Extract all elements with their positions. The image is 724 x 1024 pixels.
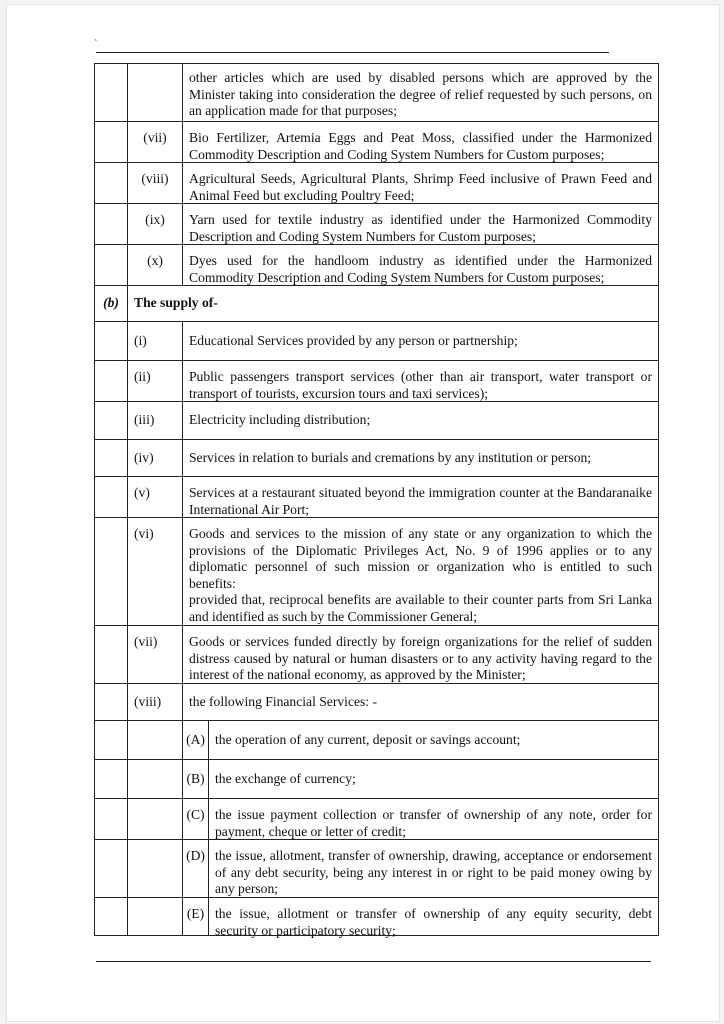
sub-item-letter: (D) [182, 839, 209, 898]
item-proviso: provided that, reciprocal benefits are available to their counter parts from Sri Lanka and identified as such by the Commissioner General; [189, 592, 652, 624]
section-b-heading: The supply of- [127, 285, 659, 322]
item-number: (iv) [127, 439, 183, 477]
item-text: Dyes used for the handloom industry as identified under the Harmonized Commodity Description and Coding System Numbers for Custom purposes; [182, 244, 659, 286]
row-label-cell [94, 476, 128, 518]
sub-item-text: the issue, allotment or transfer of ownership of any equity security, debt security or participatory security; [208, 897, 659, 936]
row-label-cell [94, 63, 128, 122]
header-rule [96, 52, 609, 53]
row-label-cell [94, 517, 128, 626]
item-number: (vi) [127, 517, 183, 626]
item-text: Electricity including distribution; [182, 401, 659, 440]
row-label-cell [94, 162, 128, 204]
row-label-cell [94, 401, 128, 440]
row-label-cell [94, 203, 128, 245]
row-label-cell [94, 897, 128, 936]
item-text: Public passengers transport services (other than air transport, water transport or transport of tourists, excursion tours and taxi services); [182, 360, 659, 402]
row-label-cell [94, 121, 128, 163]
row-number-cell [127, 720, 183, 760]
sub-item-letter: (A) [182, 720, 209, 760]
item-text-paragraph: Goods and services to the mission of any state or any organization to which the provisions of the Diplomatic Privileges Act, No. 9 of 1996 applies or to any diplomatic personnel of such mission or organization who is entitled to such benefits: [189, 526, 652, 591]
row-label-cell [94, 321, 128, 361]
row-label-cell [94, 244, 128, 286]
footer-rule [96, 961, 651, 962]
item-text: other articles which are used by disabled persons which are approved by the Minister taking into consideration the degree of relief requested by such persons, on an application made for that purposes; [182, 63, 659, 122]
row-number-cell [127, 839, 183, 898]
item-number: (ix) [127, 203, 183, 245]
item-text: Services in relation to burials and cremations by any institution or person; [182, 439, 659, 477]
sub-item-text: the operation of any current, deposit or savings account; [208, 720, 659, 760]
header-mark: ` [94, 39, 98, 50]
row-number-cell [127, 897, 183, 936]
row-label-cell [94, 439, 128, 477]
item-number: (i) [127, 321, 183, 361]
item-text: Educational Services provided by any person or partnership; [182, 321, 659, 361]
item-number: (v) [127, 476, 183, 518]
row-number-cell [127, 798, 183, 840]
item-text: Goods or services funded directly by foreign organizations for the relief of sudden distress caused by natural or human disasters or to any activity having regard to the interest of the national economy, as approved by the Minister; [182, 625, 659, 684]
item-text: Yarn used for textile industry as identified under the Harmonized Commodity Description and Coding System Numbers for Custom purposes; [182, 203, 659, 245]
row-label-cell [94, 798, 128, 840]
item-text: Services at a restaurant situated beyond the immigration counter at the Bandaranaike International Air Port; [182, 476, 659, 518]
sub-item-text: the exchange of currency; [208, 759, 659, 799]
item-number: (iii) [127, 401, 183, 440]
item-text: Bio Fertilizer, Artemia Eggs and Peat Moss, classified under the Harmonized Commodity Description and Coding System Numbers for Custom purposes; [182, 121, 659, 163]
item-number: (viii) [127, 162, 183, 204]
row-label-cell [94, 839, 128, 898]
sub-item-letter: (B) [182, 759, 209, 799]
item-number: (vii) [127, 121, 183, 163]
item-number [127, 63, 183, 122]
item-text: the following Financial Services: - [182, 683, 659, 721]
item-number: (ii) [127, 360, 183, 402]
item-number: (viii) [127, 683, 183, 721]
row-number-cell [127, 759, 183, 799]
row-label-cell [94, 625, 128, 684]
row-label-cell [94, 720, 128, 760]
item-number: (x) [127, 244, 183, 286]
section-b-label: (b) [94, 285, 128, 322]
row-label-cell [94, 759, 128, 799]
sub-item-text: the issue, allotment, transfer of ownership, drawing, acceptance or endorsement of any debt security, being any interest in or right to be paid money owing by any person; [208, 839, 659, 898]
sub-item-text: the issue payment collection or transfer of ownership of any note, order for payment, cheque or letter of credit; [208, 798, 659, 840]
item-number: (vii) [127, 625, 183, 684]
item-text: Agricultural Seeds, Agricultural Plants, Shrimp Feed inclusive of Prawn Feed and Animal Feed but excluding Poultry Feed; [182, 162, 659, 204]
sub-item-letter: (C) [182, 798, 209, 840]
item-text [182, 517, 659, 626]
row-label-cell [94, 360, 128, 402]
row-label-cell [94, 683, 128, 721]
sub-item-letter: (E) [182, 897, 209, 936]
